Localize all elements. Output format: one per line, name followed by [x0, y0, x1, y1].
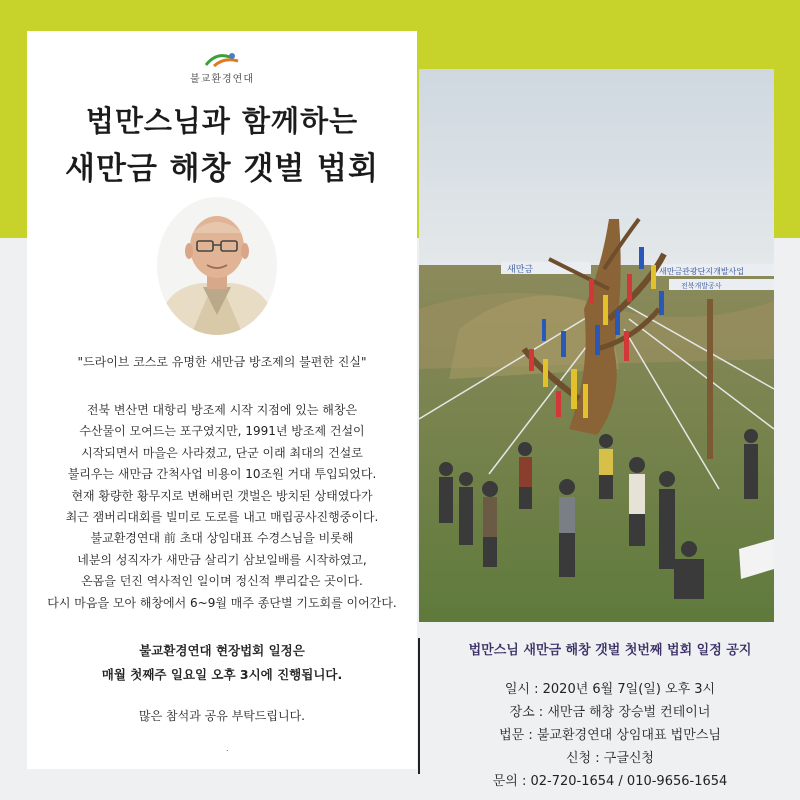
- description-line: 네분의 성직자가 새만금 살리기 삼보일배를 시작하였고,: [77, 552, 367, 567]
- description-line: 현재 황량한 황무지로 변해버린 갯벌은 방치된 상태였다가: [71, 488, 373, 503]
- event-photo: [419, 69, 774, 622]
- description-line: 다시 마음을 모아 해창에서 6~9월 매주 종단별 기도회를 이어간다.: [47, 595, 397, 610]
- notice-place: 장소 : 새만금 해창 장승벌 컨테이너: [509, 705, 711, 720]
- quote-text: "드라이브 코스로 유명한 새만금 방조제의 불편한 진실": [77, 355, 367, 369]
- sign-text-left: 새만금: [507, 265, 534, 275]
- schedule-line-1: 불교환경연대 현장법회 일정은: [139, 643, 305, 658]
- decorative-dot: .: [226, 744, 229, 753]
- title-line-2: 새만금 해창 갯벌 법회: [65, 151, 379, 187]
- description-line: 불교환경연대 前 초대 상임대표 수경스님을 비롯해: [90, 531, 354, 546]
- notice-sermon: 법문 : 불교환경연대 상임대표 법만스님: [499, 728, 721, 743]
- notice-apply: 신청 : 구글신청: [566, 751, 654, 766]
- logo-icon: [202, 49, 242, 69]
- notice-title: 법만스님 새만금 해창 갯벌 첫번째 법회 일정 공지: [468, 643, 752, 658]
- description-line: 온몸을 던진 역사적인 일이며 정신적 뿌리같은 곳이다.: [81, 574, 363, 589]
- schedule-note: [27, 639, 417, 687]
- logo-text: 불교환경연대: [190, 74, 254, 85]
- sign-text-sub: 전북개발공사: [681, 282, 722, 290]
- organization-logo: [27, 49, 417, 85]
- description-paragraph: [27, 400, 417, 614]
- description-line: 시작되면서 마을은 사라졌고, 단군 이래 최대의 건설로: [81, 445, 363, 460]
- poster-card: [27, 31, 417, 769]
- description-line: 불리우는 새만금 간척사업 비용이 10조원 거대 투입되었다.: [67, 467, 377, 482]
- description-line: 최근 잼버리대회를 빌미로 도로를 내고 매립공사진행중이다.: [65, 510, 379, 525]
- description-line: 전북 변산면 대항리 방조제 시작 지점에 있는 해창은: [86, 403, 358, 417]
- schedule-line-2: 매월 첫째주 일요일 오후 3시에 진행됩니다.: [101, 667, 343, 682]
- notice-contact: 문의 : 02-720-1654 / 010-9656-1654: [492, 774, 728, 789]
- title-line-1: 법만스님과 함께하는: [85, 104, 359, 138]
- monk-portrait: [157, 197, 277, 335]
- sign-text-right: 새만금관광단지개발사업: [659, 267, 745, 276]
- notice-date: 일시 : 2020년 6월 7일(일) 오후 3시: [504, 682, 716, 697]
- description-line: 수산물이 모여드는 포구였지만, 1991년 방조제 건설이: [79, 424, 365, 439]
- thanks-text: 많은 참석과 공유 부탁드립니다.: [139, 709, 305, 723]
